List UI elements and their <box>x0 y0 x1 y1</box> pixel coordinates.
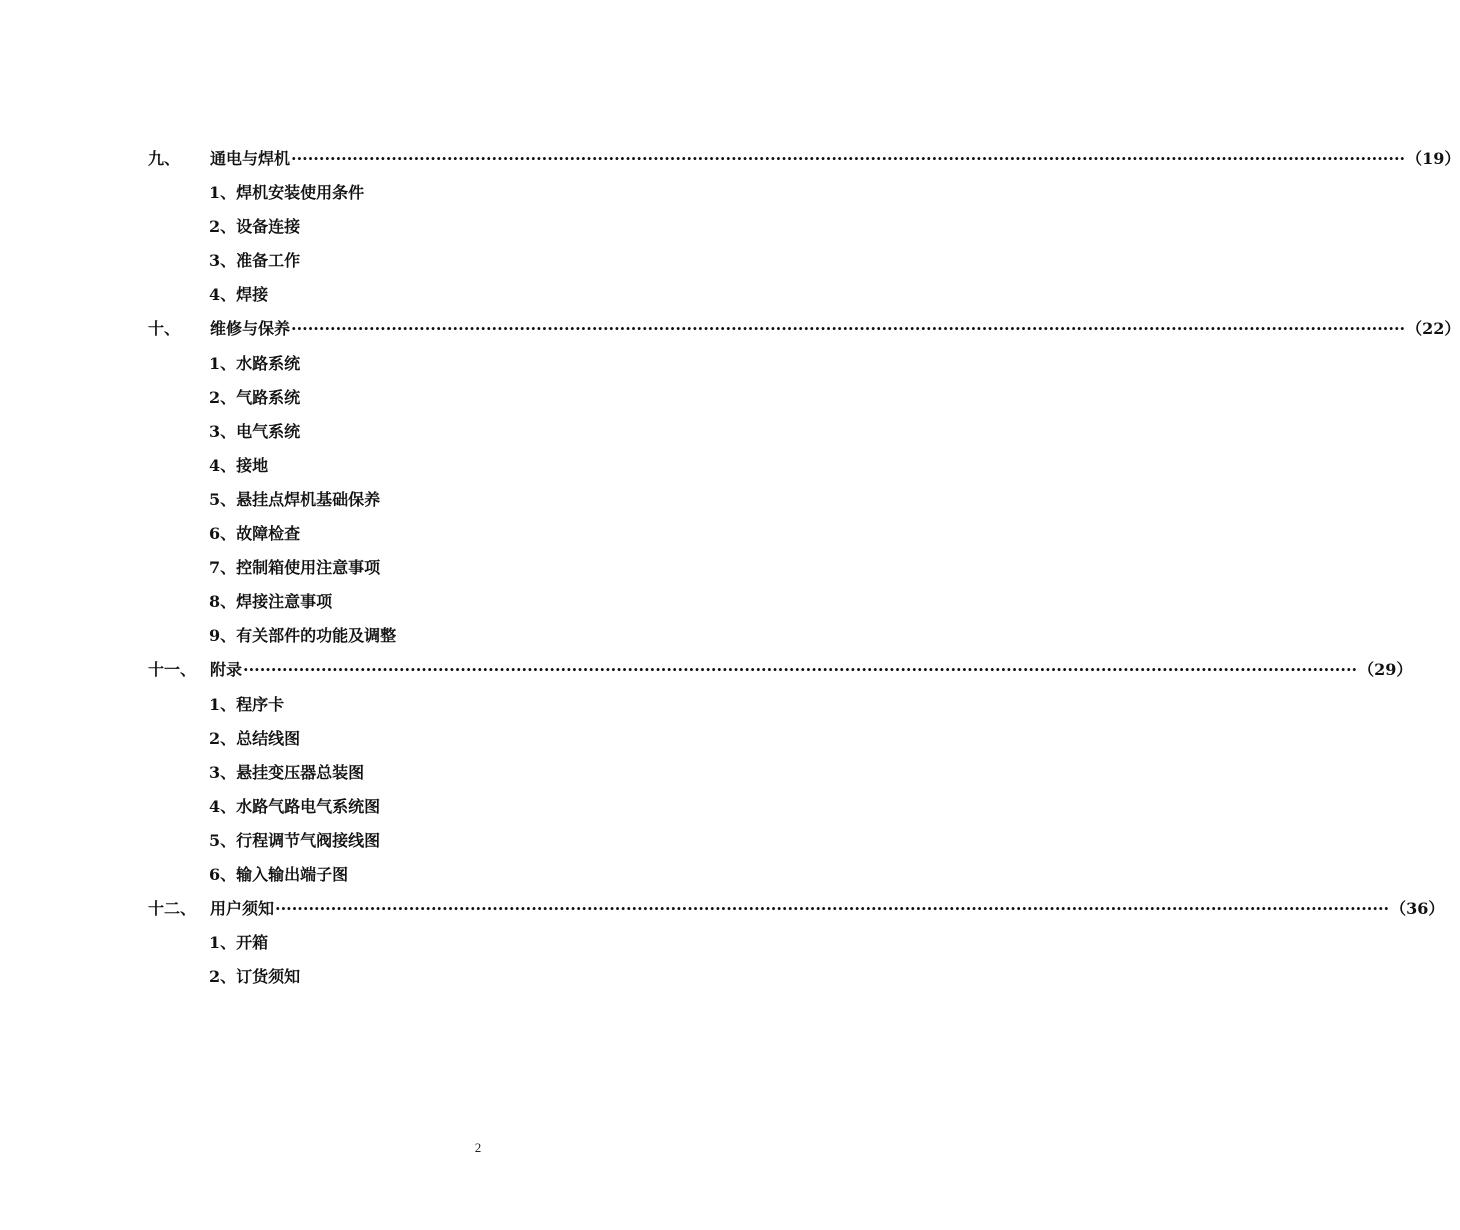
toc-item-text: 4、水路气路电气系统图 <box>209 796 381 816</box>
section-page-ref: （29） <box>1358 660 1413 680</box>
toc-item-text: 7、控制箱使用注意事项 <box>209 558 381 578</box>
toc-item-text: 3、悬挂变压器总装图 <box>209 762 365 782</box>
toc-item-text: 1、程序卡 <box>209 694 285 714</box>
toc-item <box>0 418 950 452</box>
toc-item-text: 5、行程调节气阀接线图 <box>209 830 381 850</box>
toc-item-text: 3、电气系统 <box>209 421 301 441</box>
toc-item-text: 1、开箱 <box>209 933 269 953</box>
toc-item <box>0 350 950 384</box>
toc-section <box>0 145 1460 179</box>
toc-item-text: 2、总结线图 <box>209 728 301 748</box>
toc-item-text: 4、接地 <box>209 455 269 475</box>
toc-item <box>0 691 950 725</box>
section-page-ref: （22） <box>1406 319 1460 339</box>
section-title-line <box>210 315 1460 343</box>
section-title: 用户须知 <box>210 899 275 919</box>
section-title-line <box>210 656 1413 684</box>
toc-item <box>0 622 950 656</box>
toc-item-text: 4、焊接 <box>209 285 269 305</box>
section-page-ref: （19） <box>1406 149 1460 168</box>
toc-item <box>0 213 950 247</box>
section-number: 十一、 <box>148 660 197 680</box>
toc-item <box>0 725 950 759</box>
dot-leader: ········································································································································································································ <box>243 660 1358 680</box>
toc-item <box>0 827 950 861</box>
toc-section <box>0 895 1445 929</box>
page-number: 2 <box>474 1140 482 1155</box>
toc-item <box>0 179 950 213</box>
toc-item <box>0 247 950 281</box>
toc-item <box>0 793 950 827</box>
toc-item <box>0 554 950 588</box>
toc-item-text: 1、焊机安装使用条件 <box>209 183 365 203</box>
toc-item-text: 2、订货须知 <box>209 967 301 987</box>
toc-item <box>0 452 950 486</box>
section-number: 九、 <box>148 149 181 168</box>
section-title-line <box>210 145 1460 173</box>
toc-item-text: 6、故障检查 <box>209 524 301 544</box>
toc-item-text: 2、气路系统 <box>209 387 301 407</box>
section-title-line <box>210 895 1445 923</box>
section-title: 通电与焊机 <box>210 149 291 168</box>
toc-item-text: 8、焊接注意事项 <box>209 592 333 612</box>
toc-item <box>0 963 950 997</box>
toc-item <box>0 759 950 793</box>
toc-item-text: 3、准备工作 <box>209 251 301 271</box>
toc-item-text: 5、悬挂点焊机基础保养 <box>209 489 381 509</box>
toc-item <box>0 861 950 895</box>
dot-leader: ········································································································································································································ <box>291 149 1406 168</box>
dot-leader: ········································································································································································································ <box>291 319 1406 339</box>
toc-section <box>0 315 1460 349</box>
toc-item <box>0 929 950 963</box>
toc-item-text: 1、水路系统 <box>209 353 301 373</box>
toc-item <box>0 384 950 418</box>
toc-item-text: 2、设备连接 <box>209 217 301 237</box>
toc-item <box>0 588 950 622</box>
toc-item <box>0 520 950 554</box>
toc-item-text: 6、输入输出端子图 <box>209 864 349 884</box>
toc-item <box>0 486 950 520</box>
section-number: 十、 <box>148 319 181 339</box>
section-number: 十二、 <box>148 899 197 919</box>
section-title: 附录 <box>210 660 243 680</box>
section-title: 维修与保养 <box>210 319 291 339</box>
table-of-contents <box>0 145 1460 997</box>
toc-item-text: 9、有关部件的功能及调整 <box>209 626 397 646</box>
dot-leader: ········································································································································································································ <box>275 899 1390 919</box>
toc-section <box>0 656 1413 690</box>
section-page-ref: （36） <box>1390 899 1445 919</box>
toc-item <box>0 281 950 315</box>
